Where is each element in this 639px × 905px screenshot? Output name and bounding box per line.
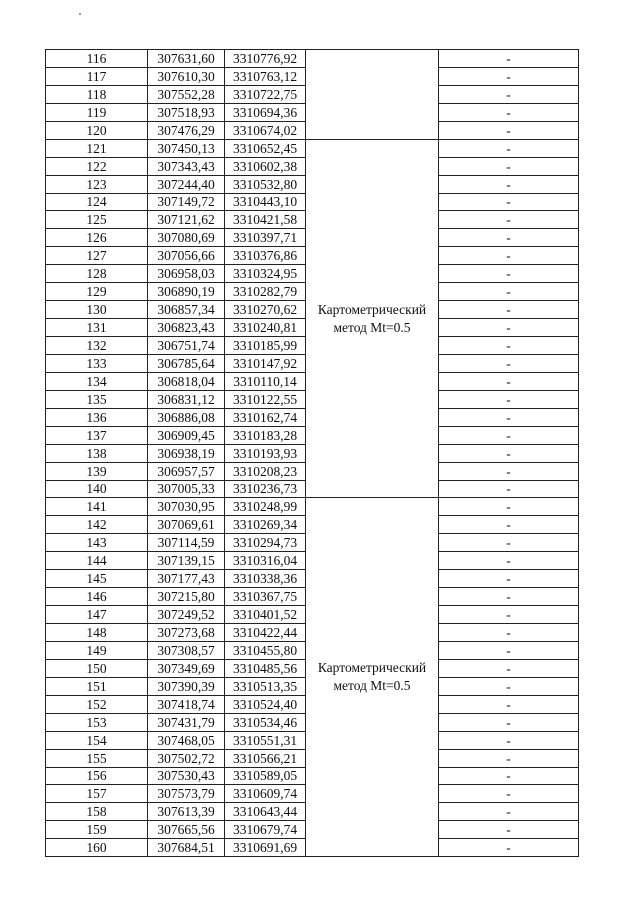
x-coordinate-cell: 307518,93 bbox=[148, 103, 225, 121]
scan-speck bbox=[79, 13, 81, 15]
x-coordinate-cell: 306909,45 bbox=[148, 426, 225, 444]
accuracy-cell: - bbox=[439, 785, 579, 803]
accuracy-cell: - bbox=[439, 265, 579, 283]
x-coordinate-cell: 307468,05 bbox=[148, 731, 225, 749]
accuracy-cell: - bbox=[439, 480, 579, 498]
method-cell bbox=[306, 50, 439, 140]
accuracy-cell: - bbox=[439, 767, 579, 785]
x-coordinate-cell: 307349,69 bbox=[148, 659, 225, 677]
x-coordinate-cell: 307149,72 bbox=[148, 193, 225, 211]
method-cell bbox=[306, 139, 439, 498]
y-coordinate-cell: 3310236,73 bbox=[225, 480, 306, 498]
point-number-cell: 134 bbox=[46, 372, 148, 390]
point-number-cell: 124 bbox=[46, 193, 148, 211]
point-number-cell: 157 bbox=[46, 785, 148, 803]
point-number-cell: 151 bbox=[46, 677, 148, 695]
x-coordinate-cell: 306957,57 bbox=[148, 462, 225, 480]
y-coordinate-cell: 3310294,73 bbox=[225, 534, 306, 552]
x-coordinate-cell: 306751,74 bbox=[148, 337, 225, 355]
y-coordinate-cell: 3310270,62 bbox=[225, 301, 306, 319]
accuracy-cell: - bbox=[439, 570, 579, 588]
x-coordinate-cell: 307431,79 bbox=[148, 713, 225, 731]
accuracy-cell: - bbox=[439, 803, 579, 821]
accuracy-cell: - bbox=[439, 50, 579, 68]
y-coordinate-cell: 3310455,80 bbox=[225, 641, 306, 659]
x-coordinate-cell: 307244,40 bbox=[148, 175, 225, 193]
accuracy-cell: - bbox=[439, 641, 579, 659]
y-coordinate-cell: 3310776,92 bbox=[225, 50, 306, 68]
x-coordinate-cell: 307139,15 bbox=[148, 552, 225, 570]
point-number-cell: 130 bbox=[46, 301, 148, 319]
accuracy-cell: - bbox=[439, 408, 579, 426]
point-number-cell: 119 bbox=[46, 103, 148, 121]
y-coordinate-cell: 3310443,10 bbox=[225, 193, 306, 211]
accuracy-cell: - bbox=[439, 606, 579, 624]
point-number-cell: 118 bbox=[46, 85, 148, 103]
accuracy-cell: - bbox=[439, 624, 579, 642]
x-coordinate-cell: 307390,39 bbox=[148, 677, 225, 695]
accuracy-cell: - bbox=[439, 552, 579, 570]
point-number-cell: 131 bbox=[46, 319, 148, 337]
point-number-cell: 133 bbox=[46, 354, 148, 372]
point-number-cell: 141 bbox=[46, 498, 148, 516]
accuracy-cell: - bbox=[439, 534, 579, 552]
accuracy-cell: - bbox=[439, 659, 579, 677]
point-number-cell: 125 bbox=[46, 211, 148, 229]
coordinates-table-body bbox=[46, 50, 579, 857]
y-coordinate-cell: 3310534,46 bbox=[225, 713, 306, 731]
point-number-cell: 132 bbox=[46, 337, 148, 355]
x-coordinate-cell: 307177,43 bbox=[148, 570, 225, 588]
x-coordinate-cell: 307273,68 bbox=[148, 624, 225, 642]
y-coordinate-cell: 3310524,40 bbox=[225, 695, 306, 713]
point-number-cell: 120 bbox=[46, 121, 148, 139]
x-coordinate-cell: 307476,29 bbox=[148, 121, 225, 139]
y-coordinate-cell: 3310376,86 bbox=[225, 247, 306, 265]
x-coordinate-cell: 306886,08 bbox=[148, 408, 225, 426]
x-coordinate-cell: 307308,57 bbox=[148, 641, 225, 659]
y-coordinate-cell: 3310763,12 bbox=[225, 67, 306, 85]
point-number-cell: 158 bbox=[46, 803, 148, 821]
point-number-cell: 136 bbox=[46, 408, 148, 426]
x-coordinate-cell: 307121,62 bbox=[148, 211, 225, 229]
point-number-cell: 140 bbox=[46, 480, 148, 498]
accuracy-cell: - bbox=[439, 372, 579, 390]
y-coordinate-cell: 3310183,28 bbox=[225, 426, 306, 444]
accuracy-cell: - bbox=[439, 139, 579, 157]
accuracy-cell: - bbox=[439, 319, 579, 337]
y-coordinate-cell: 3310324,95 bbox=[225, 265, 306, 283]
x-coordinate-cell: 307610,30 bbox=[148, 67, 225, 85]
y-coordinate-cell: 3310602,38 bbox=[225, 157, 306, 175]
x-coordinate-cell: 307573,79 bbox=[148, 785, 225, 803]
y-coordinate-cell: 3310240,81 bbox=[225, 319, 306, 337]
point-number-cell: 155 bbox=[46, 749, 148, 767]
x-coordinate-cell: 307684,51 bbox=[148, 839, 225, 857]
accuracy-cell: - bbox=[439, 731, 579, 749]
accuracy-cell: - bbox=[439, 157, 579, 175]
table-row bbox=[46, 50, 579, 68]
point-number-cell: 153 bbox=[46, 713, 148, 731]
y-coordinate-cell: 3310367,75 bbox=[225, 588, 306, 606]
coordinates-table bbox=[45, 49, 579, 857]
point-number-cell: 148 bbox=[46, 624, 148, 642]
y-coordinate-cell: 3310566,21 bbox=[225, 749, 306, 767]
accuracy-cell: - bbox=[439, 713, 579, 731]
point-number-cell: 154 bbox=[46, 731, 148, 749]
point-number-cell: 129 bbox=[46, 283, 148, 301]
y-coordinate-cell: 3310643,44 bbox=[225, 803, 306, 821]
x-coordinate-cell: 307450,13 bbox=[148, 139, 225, 157]
y-coordinate-cell: 3310609,74 bbox=[225, 785, 306, 803]
x-coordinate-cell: 307665,56 bbox=[148, 821, 225, 839]
x-coordinate-cell: 307343,43 bbox=[148, 157, 225, 175]
y-coordinate-cell: 3310248,99 bbox=[225, 498, 306, 516]
x-coordinate-cell: 306938,19 bbox=[148, 444, 225, 462]
x-coordinate-cell: 307080,69 bbox=[148, 229, 225, 247]
y-coordinate-cell: 3310679,74 bbox=[225, 821, 306, 839]
accuracy-cell: - bbox=[439, 390, 579, 408]
x-coordinate-cell: 307069,61 bbox=[148, 516, 225, 534]
accuracy-cell: - bbox=[439, 211, 579, 229]
y-coordinate-cell: 3310652,45 bbox=[225, 139, 306, 157]
y-coordinate-cell: 3310421,58 bbox=[225, 211, 306, 229]
point-number-cell: 152 bbox=[46, 695, 148, 713]
accuracy-cell: - bbox=[439, 175, 579, 193]
y-coordinate-cell: 3310122,55 bbox=[225, 390, 306, 408]
accuracy-cell: - bbox=[439, 444, 579, 462]
x-coordinate-cell: 306857,34 bbox=[148, 301, 225, 319]
point-number-cell: 143 bbox=[46, 534, 148, 552]
y-coordinate-cell: 3310316,04 bbox=[225, 552, 306, 570]
y-coordinate-cell: 3310422,44 bbox=[225, 624, 306, 642]
point-number-cell: 139 bbox=[46, 462, 148, 480]
point-number-cell: 137 bbox=[46, 426, 148, 444]
x-coordinate-cell: 306823,43 bbox=[148, 319, 225, 337]
point-number-cell: 138 bbox=[46, 444, 148, 462]
point-number-cell: 135 bbox=[46, 390, 148, 408]
y-coordinate-cell: 3310193,93 bbox=[225, 444, 306, 462]
y-coordinate-cell: 3310513,35 bbox=[225, 677, 306, 695]
accuracy-cell: - bbox=[439, 462, 579, 480]
x-coordinate-cell: 307249,52 bbox=[148, 606, 225, 624]
table-row bbox=[46, 139, 579, 157]
point-number-cell: 121 bbox=[46, 139, 148, 157]
accuracy-cell: - bbox=[439, 695, 579, 713]
accuracy-cell: - bbox=[439, 193, 579, 211]
method-label: Картометрический метод Mt=0.5 bbox=[317, 660, 427, 694]
accuracy-cell: - bbox=[439, 85, 579, 103]
x-coordinate-cell: 307631,60 bbox=[148, 50, 225, 68]
y-coordinate-cell: 3310162,74 bbox=[225, 408, 306, 426]
accuracy-cell: - bbox=[439, 301, 579, 319]
y-coordinate-cell: 3310674,02 bbox=[225, 121, 306, 139]
x-coordinate-cell: 307530,43 bbox=[148, 767, 225, 785]
x-coordinate-cell: 307552,28 bbox=[148, 85, 225, 103]
x-coordinate-cell: 307030,95 bbox=[148, 498, 225, 516]
y-coordinate-cell: 3310691,69 bbox=[225, 839, 306, 857]
point-number-cell: 126 bbox=[46, 229, 148, 247]
method-cell bbox=[306, 498, 439, 857]
y-coordinate-cell: 3310722,75 bbox=[225, 85, 306, 103]
accuracy-cell: - bbox=[439, 839, 579, 857]
point-number-cell: 149 bbox=[46, 641, 148, 659]
x-coordinate-cell: 306958,03 bbox=[148, 265, 225, 283]
accuracy-cell: - bbox=[439, 677, 579, 695]
point-number-cell: 147 bbox=[46, 606, 148, 624]
point-number-cell: 123 bbox=[46, 175, 148, 193]
y-coordinate-cell: 3310401,52 bbox=[225, 606, 306, 624]
point-number-cell: 144 bbox=[46, 552, 148, 570]
point-number-cell: 127 bbox=[46, 247, 148, 265]
y-coordinate-cell: 3310147,92 bbox=[225, 354, 306, 372]
point-number-cell: 142 bbox=[46, 516, 148, 534]
accuracy-cell: - bbox=[439, 498, 579, 516]
table-row bbox=[46, 498, 579, 516]
accuracy-cell: - bbox=[439, 337, 579, 355]
accuracy-cell: - bbox=[439, 821, 579, 839]
y-coordinate-cell: 3310551,31 bbox=[225, 731, 306, 749]
accuracy-cell: - bbox=[439, 354, 579, 372]
accuracy-cell: - bbox=[439, 121, 579, 139]
x-coordinate-cell: 307418,74 bbox=[148, 695, 225, 713]
y-coordinate-cell: 3310110,14 bbox=[225, 372, 306, 390]
accuracy-cell: - bbox=[439, 426, 579, 444]
accuracy-cell: - bbox=[439, 516, 579, 534]
x-coordinate-cell: 306890,19 bbox=[148, 283, 225, 301]
point-number-cell: 159 bbox=[46, 821, 148, 839]
y-coordinate-cell: 3310282,79 bbox=[225, 283, 306, 301]
y-coordinate-cell: 3310208,23 bbox=[225, 462, 306, 480]
y-coordinate-cell: 3310269,34 bbox=[225, 516, 306, 534]
point-number-cell: 117 bbox=[46, 67, 148, 85]
point-number-cell: 116 bbox=[46, 50, 148, 68]
x-coordinate-cell: 307056,66 bbox=[148, 247, 225, 265]
accuracy-cell: - bbox=[439, 283, 579, 301]
y-coordinate-cell: 3310485,56 bbox=[225, 659, 306, 677]
accuracy-cell: - bbox=[439, 103, 579, 121]
point-number-cell: 145 bbox=[46, 570, 148, 588]
accuracy-cell: - bbox=[439, 247, 579, 265]
method-label: Картометрический метод Mt=0.5 bbox=[317, 301, 427, 335]
x-coordinate-cell: 307114,59 bbox=[148, 534, 225, 552]
y-coordinate-cell: 3310532,80 bbox=[225, 175, 306, 193]
x-coordinate-cell: 306818,04 bbox=[148, 372, 225, 390]
x-coordinate-cell: 307215,80 bbox=[148, 588, 225, 606]
x-coordinate-cell: 306785,64 bbox=[148, 354, 225, 372]
x-coordinate-cell: 307502,72 bbox=[148, 749, 225, 767]
point-number-cell: 128 bbox=[46, 265, 148, 283]
point-number-cell: 160 bbox=[46, 839, 148, 857]
y-coordinate-cell: 3310397,71 bbox=[225, 229, 306, 247]
point-number-cell: 156 bbox=[46, 767, 148, 785]
accuracy-cell: - bbox=[439, 588, 579, 606]
accuracy-cell: - bbox=[439, 749, 579, 767]
accuracy-cell: - bbox=[439, 67, 579, 85]
x-coordinate-cell: 306831,12 bbox=[148, 390, 225, 408]
y-coordinate-cell: 3310589,05 bbox=[225, 767, 306, 785]
x-coordinate-cell: 307005,33 bbox=[148, 480, 225, 498]
accuracy-cell: - bbox=[439, 229, 579, 247]
point-number-cell: 146 bbox=[46, 588, 148, 606]
y-coordinate-cell: 3310185,99 bbox=[225, 337, 306, 355]
y-coordinate-cell: 3310694,36 bbox=[225, 103, 306, 121]
y-coordinate-cell: 3310338,36 bbox=[225, 570, 306, 588]
point-number-cell: 122 bbox=[46, 157, 148, 175]
point-number-cell: 150 bbox=[46, 659, 148, 677]
x-coordinate-cell: 307613,39 bbox=[148, 803, 225, 821]
